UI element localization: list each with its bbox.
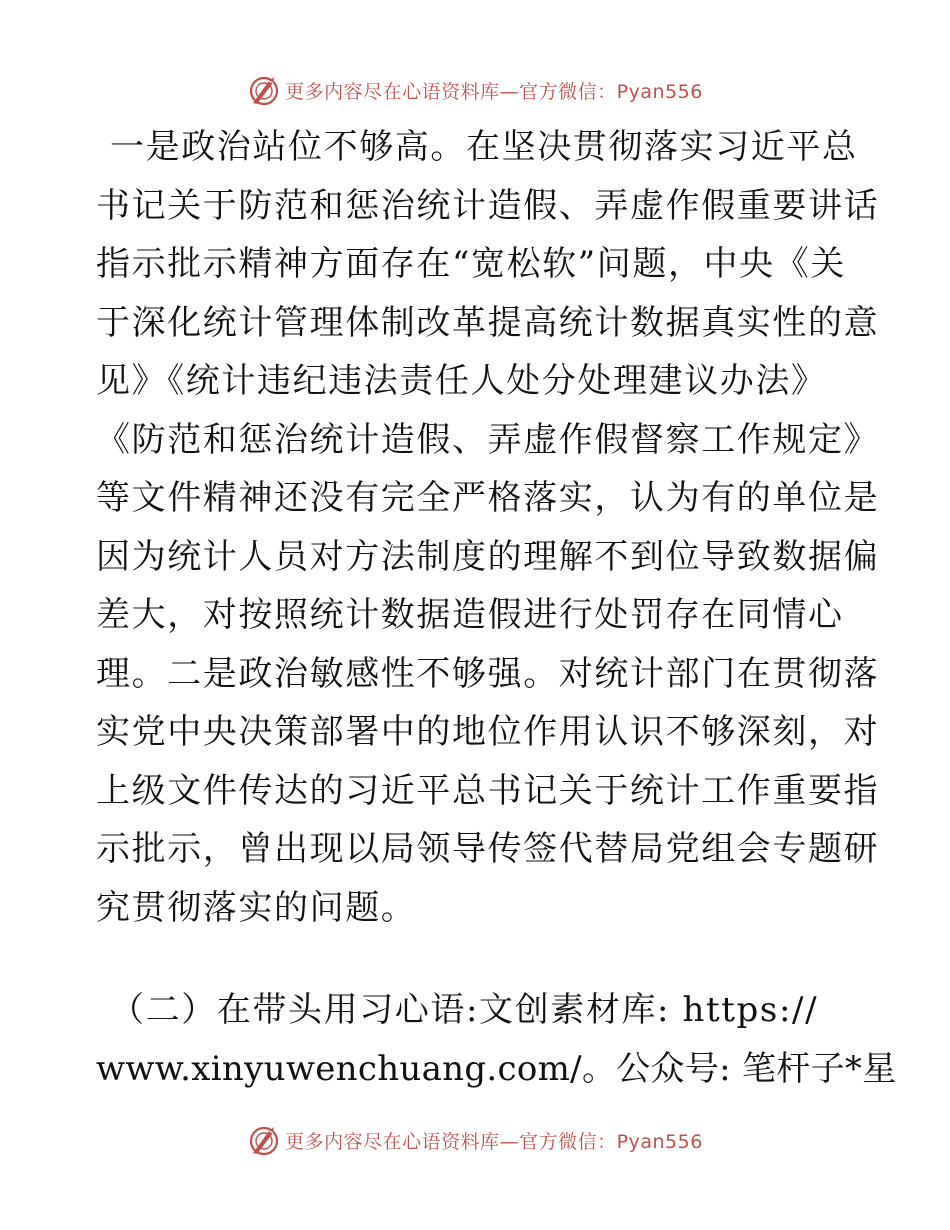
header-watermark-text: 更多内容尽在心语资料库—官方微信：Pyan556 bbox=[285, 80, 703, 103]
footer-watermark bbox=[247, 1123, 703, 1157]
text-line: 于深化统计管理体制改革提高统计数据真实性的意 bbox=[96, 302, 880, 343]
text-line: 差大，对按照统计数据造假进行处罚存在同情心 bbox=[96, 595, 844, 635]
text-line: 示批示，曾出现以局领导传签代替局党组会专题研 bbox=[96, 829, 880, 869]
text-line: 书记关于防范和惩治统计造假、弄虚作假重要讲话 bbox=[96, 185, 880, 226]
text-line: 《防范和惩治统计造假、弄虚作假督察工作规定》 bbox=[96, 419, 880, 460]
text-line: 究贯彻落实的问题。 bbox=[96, 887, 417, 928]
document-body bbox=[96, 118, 897, 1098]
header-watermark bbox=[247, 73, 703, 107]
text-line: 因为统计人员对方法制度的理解不到位导致数据偏 bbox=[96, 536, 880, 577]
pen-logo-icon bbox=[247, 1123, 281, 1157]
text-line: www.xinyuwenchuang.com/。公众号: 笔杆子*星 bbox=[96, 1048, 897, 1089]
text-line: 一是政治站位不够高。在坚决贯彻落实习近平总 bbox=[110, 127, 858, 167]
text-line: 指示批示精神方面存在“宽松软”问题，中央《关 bbox=[96, 244, 846, 284]
text-line: 理。二是政治敏感性不够强。对统计部门在贯彻落 bbox=[96, 653, 880, 694]
text-line: 实党中央决策部署中的地位作用认识不够深刻，对 bbox=[96, 712, 880, 752]
footer-watermark-text: 更多内容尽在心语资料库—官方微信：Pyan556 bbox=[285, 1130, 703, 1153]
text-line: （二）在带头用习心语:文创素材库: https:// bbox=[110, 990, 819, 1030]
pen-logo-icon bbox=[247, 73, 281, 107]
text-line: 等文件精神还没有完全严格落实，认为有的单位是 bbox=[96, 478, 880, 518]
paragraph-gap bbox=[96, 937, 856, 981]
page-header bbox=[0, 70, 950, 110]
text-line: 见》《统计违纪违法责任人处分处理建议办法》 bbox=[96, 361, 827, 401]
page-footer bbox=[0, 1120, 950, 1160]
text-line: 上级文件传达的习近平总书记关于统计工作重要指 bbox=[96, 770, 880, 811]
